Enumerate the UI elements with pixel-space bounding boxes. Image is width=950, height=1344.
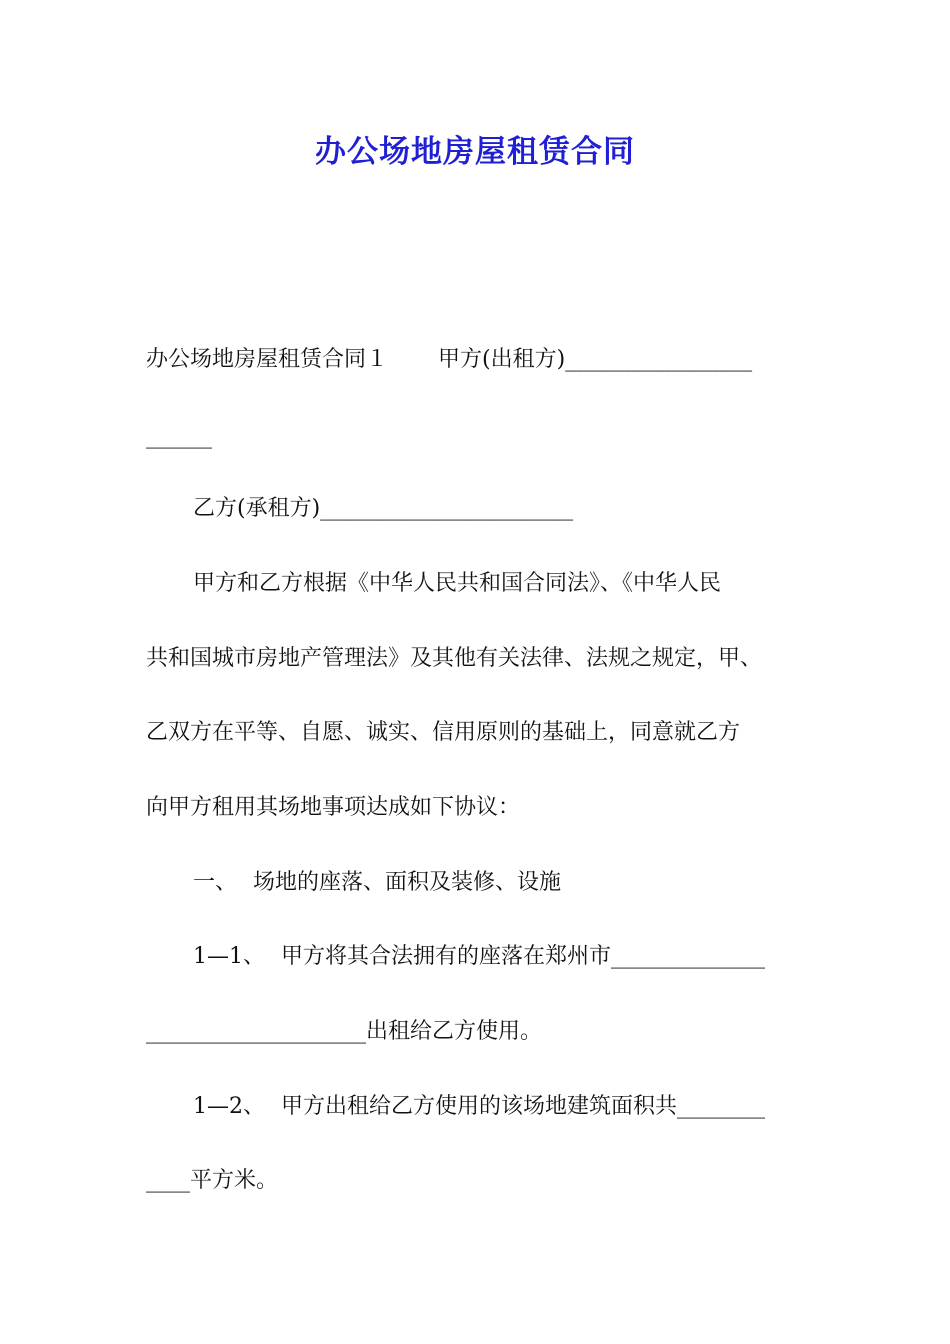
paragraph-line: 乙双方在平等、自愿、诚实、信用原则的基础上，同意就乙方 <box>146 720 741 745</box>
clause-number: 1—2、 <box>193 1094 265 1119</box>
contract-number: 办公场地房屋租赁合同１ <box>146 347 389 372</box>
document-title: 办公场地房屋租赁合同 <box>315 134 635 170</box>
section-heading <box>193 868 808 898</box>
paragraph-line: 共和国城市房地产管理法》及其他有关法律、法规之规定，甲、 <box>146 646 763 671</box>
paragraph-line: 甲方和乙方根据《中华人民共和国合同法》、《中华人民 <box>193 571 722 596</box>
paragraph-line: 向甲方租用其场地事项达成如下协议： <box>146 795 521 820</box>
paragraph-line: ______ <box>146 424 212 449</box>
paragraph-line <box>146 345 808 375</box>
section-title: 场地的座落、面积及装修、设施 <box>253 870 562 895</box>
party-b-field: 乙方(承租方)_______________________ <box>193 496 574 521</box>
paragraph-line: ____平方米。 <box>146 1168 279 1193</box>
paragraph-line: ____________________出租给乙方使用。 <box>146 1019 543 1044</box>
clause-line <box>193 942 808 972</box>
party-a-field: 甲方(出租方)_________________ <box>438 347 753 372</box>
section-number: 一、 <box>193 870 238 895</box>
clause-line <box>193 1092 808 1122</box>
clause-number: 1—1、 <box>193 944 265 969</box>
clause-text: 甲方将其合法拥有的座落在郑州市______________ <box>281 944 766 969</box>
clause-text: 甲方出租给乙方使用的该场地建筑面积共________ <box>281 1094 766 1119</box>
